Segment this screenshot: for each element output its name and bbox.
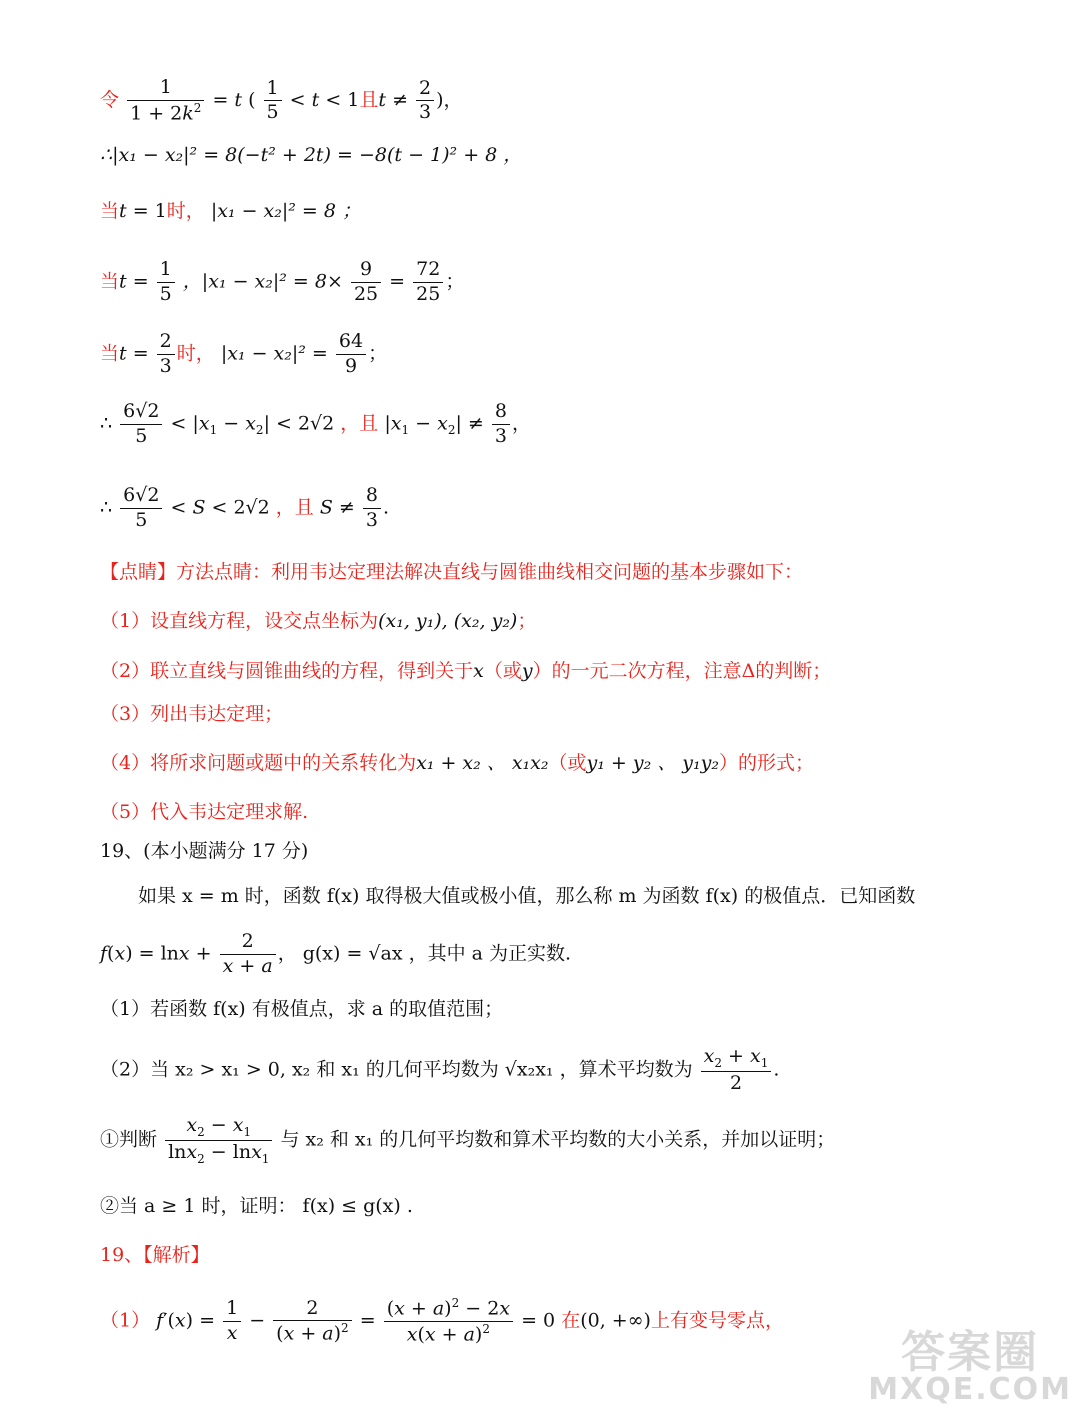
watermark-logo bbox=[868, 1327, 1072, 1407]
sign-change-zero-text: 上有变号零点， bbox=[650, 1309, 784, 1332]
fraction-9-over-25: $\frac{9}{25}$ bbox=[351, 258, 381, 307]
step-1-points: (x₁, y₁), (x₂, y₂) bbox=[378, 610, 518, 632]
watermark-line-1: 答案圈 bbox=[901, 1327, 1040, 1378]
fraction-64-over-9: $\frac{64}{9}$ bbox=[336, 330, 366, 379]
step-1-end: ； bbox=[517, 610, 537, 632]
fraction-2-over-x-plus-a-squared: $\frac{2}{(x + a)^2}$ bbox=[273, 1297, 352, 1347]
case-when-label: 当 bbox=[100, 342, 120, 365]
dianjing-step-2 bbox=[100, 662, 831, 681]
step-4-y-terms: y₁ + y₂ 、 y₁y₂ bbox=[586, 752, 720, 774]
case-t15-expr: ，|x₁ − x₂|² = 8× bbox=[182, 270, 343, 293]
fraction-8-over-3: $\frac{8}{3}$ bbox=[363, 484, 381, 533]
and-label: 且 bbox=[359, 88, 379, 111]
fraction-72-over-25: $\frac{72}{25}$ bbox=[413, 258, 443, 307]
line-end-semicolon: ； bbox=[368, 342, 388, 365]
var-x: x bbox=[473, 660, 484, 682]
fraction-log-mean: $\frac{x_2 - x_1}{\ln x_2 - \ln x_1}$ bbox=[165, 1114, 272, 1167]
range-area-s: ∴ $\frac{6√2}{5}$ < S < 2√2 ，且 S ≠ $\frac{8}{3}$ . bbox=[100, 484, 390, 531]
equals-zero: = 0 bbox=[521, 1309, 556, 1332]
fraction-one-fifth: $\frac{1}{5}$ bbox=[264, 77, 282, 126]
and-label: ，且 bbox=[275, 496, 314, 519]
and-label: ，且 bbox=[340, 412, 379, 435]
case-when-label: 当 bbox=[100, 270, 120, 293]
fraction-two-thirds: $\frac{2}{3}$ bbox=[416, 77, 434, 126]
var-y: y bbox=[521, 660, 533, 682]
case-t-equals-1: 当t = 1时， |x₁ − x₂|² = 8 ； bbox=[100, 200, 362, 222]
fraction-1-over-x: $\frac{1}{x}$ bbox=[223, 1297, 241, 1346]
step-4-x-terms: x₁ + x₂ 、 x₁x₂ bbox=[416, 752, 549, 774]
step-1-text: （1）设直线方程，设交点坐标为 bbox=[100, 610, 379, 632]
part-2-1-post: 与 x₂ 和 x₁ 的几何平均数和算术平均数的大小关系，并加以证明； bbox=[280, 1128, 836, 1151]
dianjing-step-3: （3）列出韦达定理； bbox=[100, 703, 284, 725]
at-label: 在 bbox=[561, 1309, 581, 1332]
step-2-end: ）的一元二次方程，注意Δ的判断； bbox=[532, 660, 832, 682]
step-4-end: ）的形式； bbox=[719, 752, 815, 774]
solution-part-1-label: （1） bbox=[100, 1309, 151, 1332]
interval: (0, +∞) bbox=[580, 1309, 651, 1332]
fraction-one-fifth: $\frac{1}{5}$ bbox=[157, 258, 175, 307]
case-shi-label: 时， bbox=[176, 342, 215, 365]
fraction-8-over-3: $\frac{8}{3}$ bbox=[492, 400, 510, 449]
abs-diff-expression: ∴|x₁ − x₂|² = 8(−t² + 2t) = −8(t − 1)² + 8 ， bbox=[100, 144, 523, 166]
solution-19-part-1: （1） f′(x) = $\frac{1}{x}$ − $\frac{2}{(x + a)^2}$ = $\frac{(x + a)^2 - 2x}{x(x + a)^2}$ = 0 在(0, +∞)上有变号零点， bbox=[100, 1296, 784, 1346]
case-t1-result: |x₁ − x₂|² = 8 ； bbox=[210, 200, 362, 222]
question-19-intro: 如果 x = m 时，函数 f(x) 取得极大值或极小值，那么称 m 为函数 f(x) 的极值点．已知函数 bbox=[138, 885, 916, 907]
fraction-arith-mean: $\frac{x_2 + x_1}{2}$ bbox=[701, 1045, 772, 1096]
part-2-text: （2）当 x₂ > x₁ > 0, x₂ 和 x₁ 的几何平均数为 √x₂x₁ ，算术平均数为 bbox=[100, 1058, 693, 1081]
question-19-part-2: （2）当 x₂ > x₁ > 0, x₂ 和 x₁ 的几何平均数为 √x₂x₁ ，算术平均数为 $\frac{x_2 + x_1}{2}$ . bbox=[100, 1045, 780, 1094]
step-2-mid: （或 bbox=[483, 660, 522, 682]
fraction-two-thirds: $\frac{2}{3}$ bbox=[157, 330, 175, 379]
fraction-6root2-over-5: $\frac{6√2}{5}$ bbox=[120, 400, 162, 449]
let-label: 令 bbox=[100, 88, 120, 111]
fraction-1-over-1-plus-2k2: $\frac{1}{1 + 2k^2}$ bbox=[127, 76, 204, 126]
case-t-one-fifth: 当t = $\frac{1}{5}$ ，|x₁ − x₂|² = 8× $\frac{9}{25}$ = $\frac{72}{25}$ ； bbox=[100, 258, 465, 305]
line-end-semicolon: ； bbox=[445, 270, 465, 293]
case-shi-label: 时， bbox=[166, 200, 205, 222]
step-4-mid: （或 bbox=[548, 752, 587, 774]
range-abs-diff: ∴ $\frac{6√2}{5}$ < $|x_1 - x_2| < 2√2$ ，且 $|x_1 - x_2|$ ≠ $\frac{8}{3}$ ， bbox=[100, 400, 531, 447]
watermark-line-2: MXQE.COM bbox=[868, 1372, 1072, 1407]
question-19-part-1: （1）若函数 f(x) 有极值点，求 a 的取值范围； bbox=[100, 998, 504, 1020]
step-2-text: （2）联立直线与圆锥曲线的方程，得到关于 bbox=[100, 660, 474, 682]
dianjing-title: 【点睛】方法点睛：利用韦达定理法解决直线与圆锥曲线相交问题的基本步骤如下： bbox=[100, 561, 804, 583]
case-t-two-thirds: 当t = $\frac{2}{3}$ 时， |x₁ − x₂|² = $\frac{64}{9}$ ； bbox=[100, 330, 388, 377]
solution-19-header: 19、【解析】 bbox=[100, 1244, 210, 1266]
dianjing-step-5: （5）代入韦达定理求解. bbox=[100, 801, 309, 823]
part-2-1-pre: ①判断 bbox=[100, 1128, 158, 1151]
g-definition: ， g(x) = √ax ，其中 a 为正实数. bbox=[277, 942, 572, 965]
question-19-part-2-1 bbox=[100, 1114, 835, 1167]
dianjing-step-4 bbox=[100, 754, 814, 773]
dianjing-step-1 bbox=[100, 612, 536, 631]
case-when-label: 当 bbox=[100, 200, 120, 222]
step-4-text: （4）将所求问题或题中的关系转化为 bbox=[100, 752, 417, 774]
let-substitution-line: 令 $\frac{1}{1 + 2k^2}$ = t ( $\frac{1}{5}$ < t < 1且t ≠ $\frac{2}{3}$ )， bbox=[100, 76, 463, 125]
question-19-header: 19、(本小题满分 17 分) bbox=[100, 840, 309, 862]
question-19-part-2-2: ②当 a ≥ 1 时，证明： f(x) ≤ g(x) . bbox=[100, 1195, 413, 1217]
question-19-definitions: f(x) = lnx + $\frac{2}{x + a}$ ， g(x) = √ax ，其中 a 为正实数. bbox=[100, 930, 572, 977]
fraction-derivative-combined: $\frac{(x + a)^2 - 2x}{x(x + a)^2}$ bbox=[384, 1296, 513, 1347]
fraction-6root2-over-5: $\frac{6√2}{5}$ bbox=[120, 484, 162, 533]
case-t23-expr: |x₁ − x₂|² = bbox=[220, 342, 328, 365]
fraction-2-over-x-plus-a: $\frac{2}{x + a}$ bbox=[220, 930, 276, 979]
